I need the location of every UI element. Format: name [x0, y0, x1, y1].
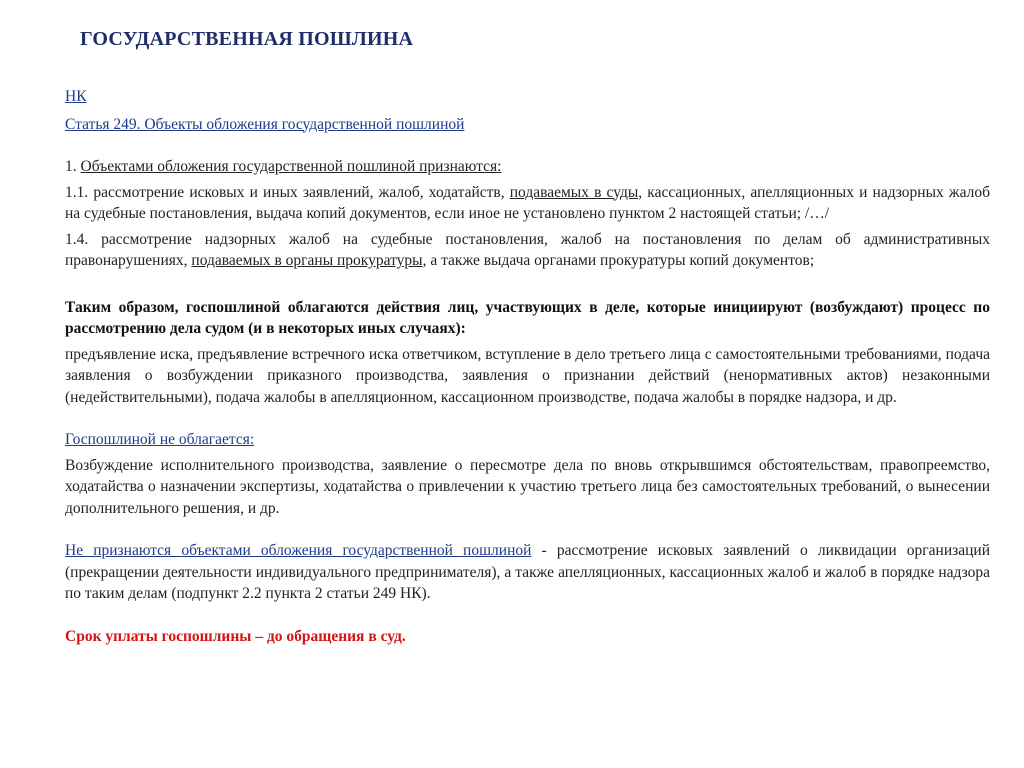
item-1-1-underlined: подаваемых в суды,	[509, 183, 643, 201]
item-1-4	[65, 229, 990, 272]
not-objects-link: Не признаются объектами обложения государственной пошлиной	[65, 542, 532, 559]
not-objects	[65, 540, 990, 605]
exempt-heading: Госпошлиной не облагается:	[65, 431, 255, 448]
nk-link[interactable]: НК	[65, 88, 87, 105]
item-1-number: 1.	[65, 158, 81, 175]
summary-text: предъявление иска, предъявление встречного иска ответчиком, вступление в дело третьего лица с самостоятельными требованиями, подача заявления о возбуждении приказного производства, заявления о признании действий (ненормативных актов) незаконными (недействительными), подача жалобы в апелляционном, кассационном производстве, подача жалобы в порядке надзора, и др.	[65, 345, 990, 406]
page-title: ГОСУДАРСТВЕННАЯ ПОШЛИНА	[80, 28, 414, 50]
item-1-1-pre: 1.1. рассмотрение исковых и иных заявлений, жалоб, ходатайств,	[65, 183, 510, 201]
item-1	[65, 156, 990, 178]
exempt-text: Возбуждение исполнительного производства, заявление о пересмотре дела по вновь открывшимся обстоятельствам, правопреемство, ходатайства о назначении экспертизы, ходатайства о привлечении к участию третьего лица без самостоятельных требований, о вынесении дополнительного решения, и др.	[65, 456, 990, 517]
summary-heading: Таким образом, госпошлиной облагаются действия лиц, участвующих в деле, которые инициируют (возбуждают) процесс по рассмотрению дела судом (и в некоторых иных случаях):	[65, 298, 990, 337]
item-1-4-post: , а также выдача органами прокуратуры копий документов;	[422, 252, 815, 269]
not-objects-text: - рассмотрение исковых заявлений о ликвидации организаций (прекращении деятельности индивидуального предпринимателя), а также апелляционных, кассационных жалоб и жалоб в порядке надзора по таким делам (подпункт 2.2 пункта 2 статьи 249 НК).	[65, 542, 991, 602]
item-1-1	[65, 182, 990, 225]
item-1-4-underlined: подаваемых в органы прокуратуры	[191, 252, 423, 269]
article-link[interactable]: Статья 249. Объекты обложения государственной пошлиной	[65, 115, 465, 133]
deadline-note: Срок уплаты госпошлины – до обращения в суд.	[65, 627, 406, 645]
item-1-4-pre: 1.4. рассмотрение надзорных жалоб на судебные постановления, жалоб на постановления по делам об административных правонарушениях,	[65, 230, 990, 269]
item-1-text: Объектами обложения государственной пошлиной признаются:	[80, 158, 502, 175]
item-1-1-post: кассационных, апелляционных и надзорных жалоб на судебные постановления, выдача копий документов, если иное не установлено пунктом 2 настоящей статьи; /…/	[65, 183, 990, 222]
content	[65, 86, 990, 647]
